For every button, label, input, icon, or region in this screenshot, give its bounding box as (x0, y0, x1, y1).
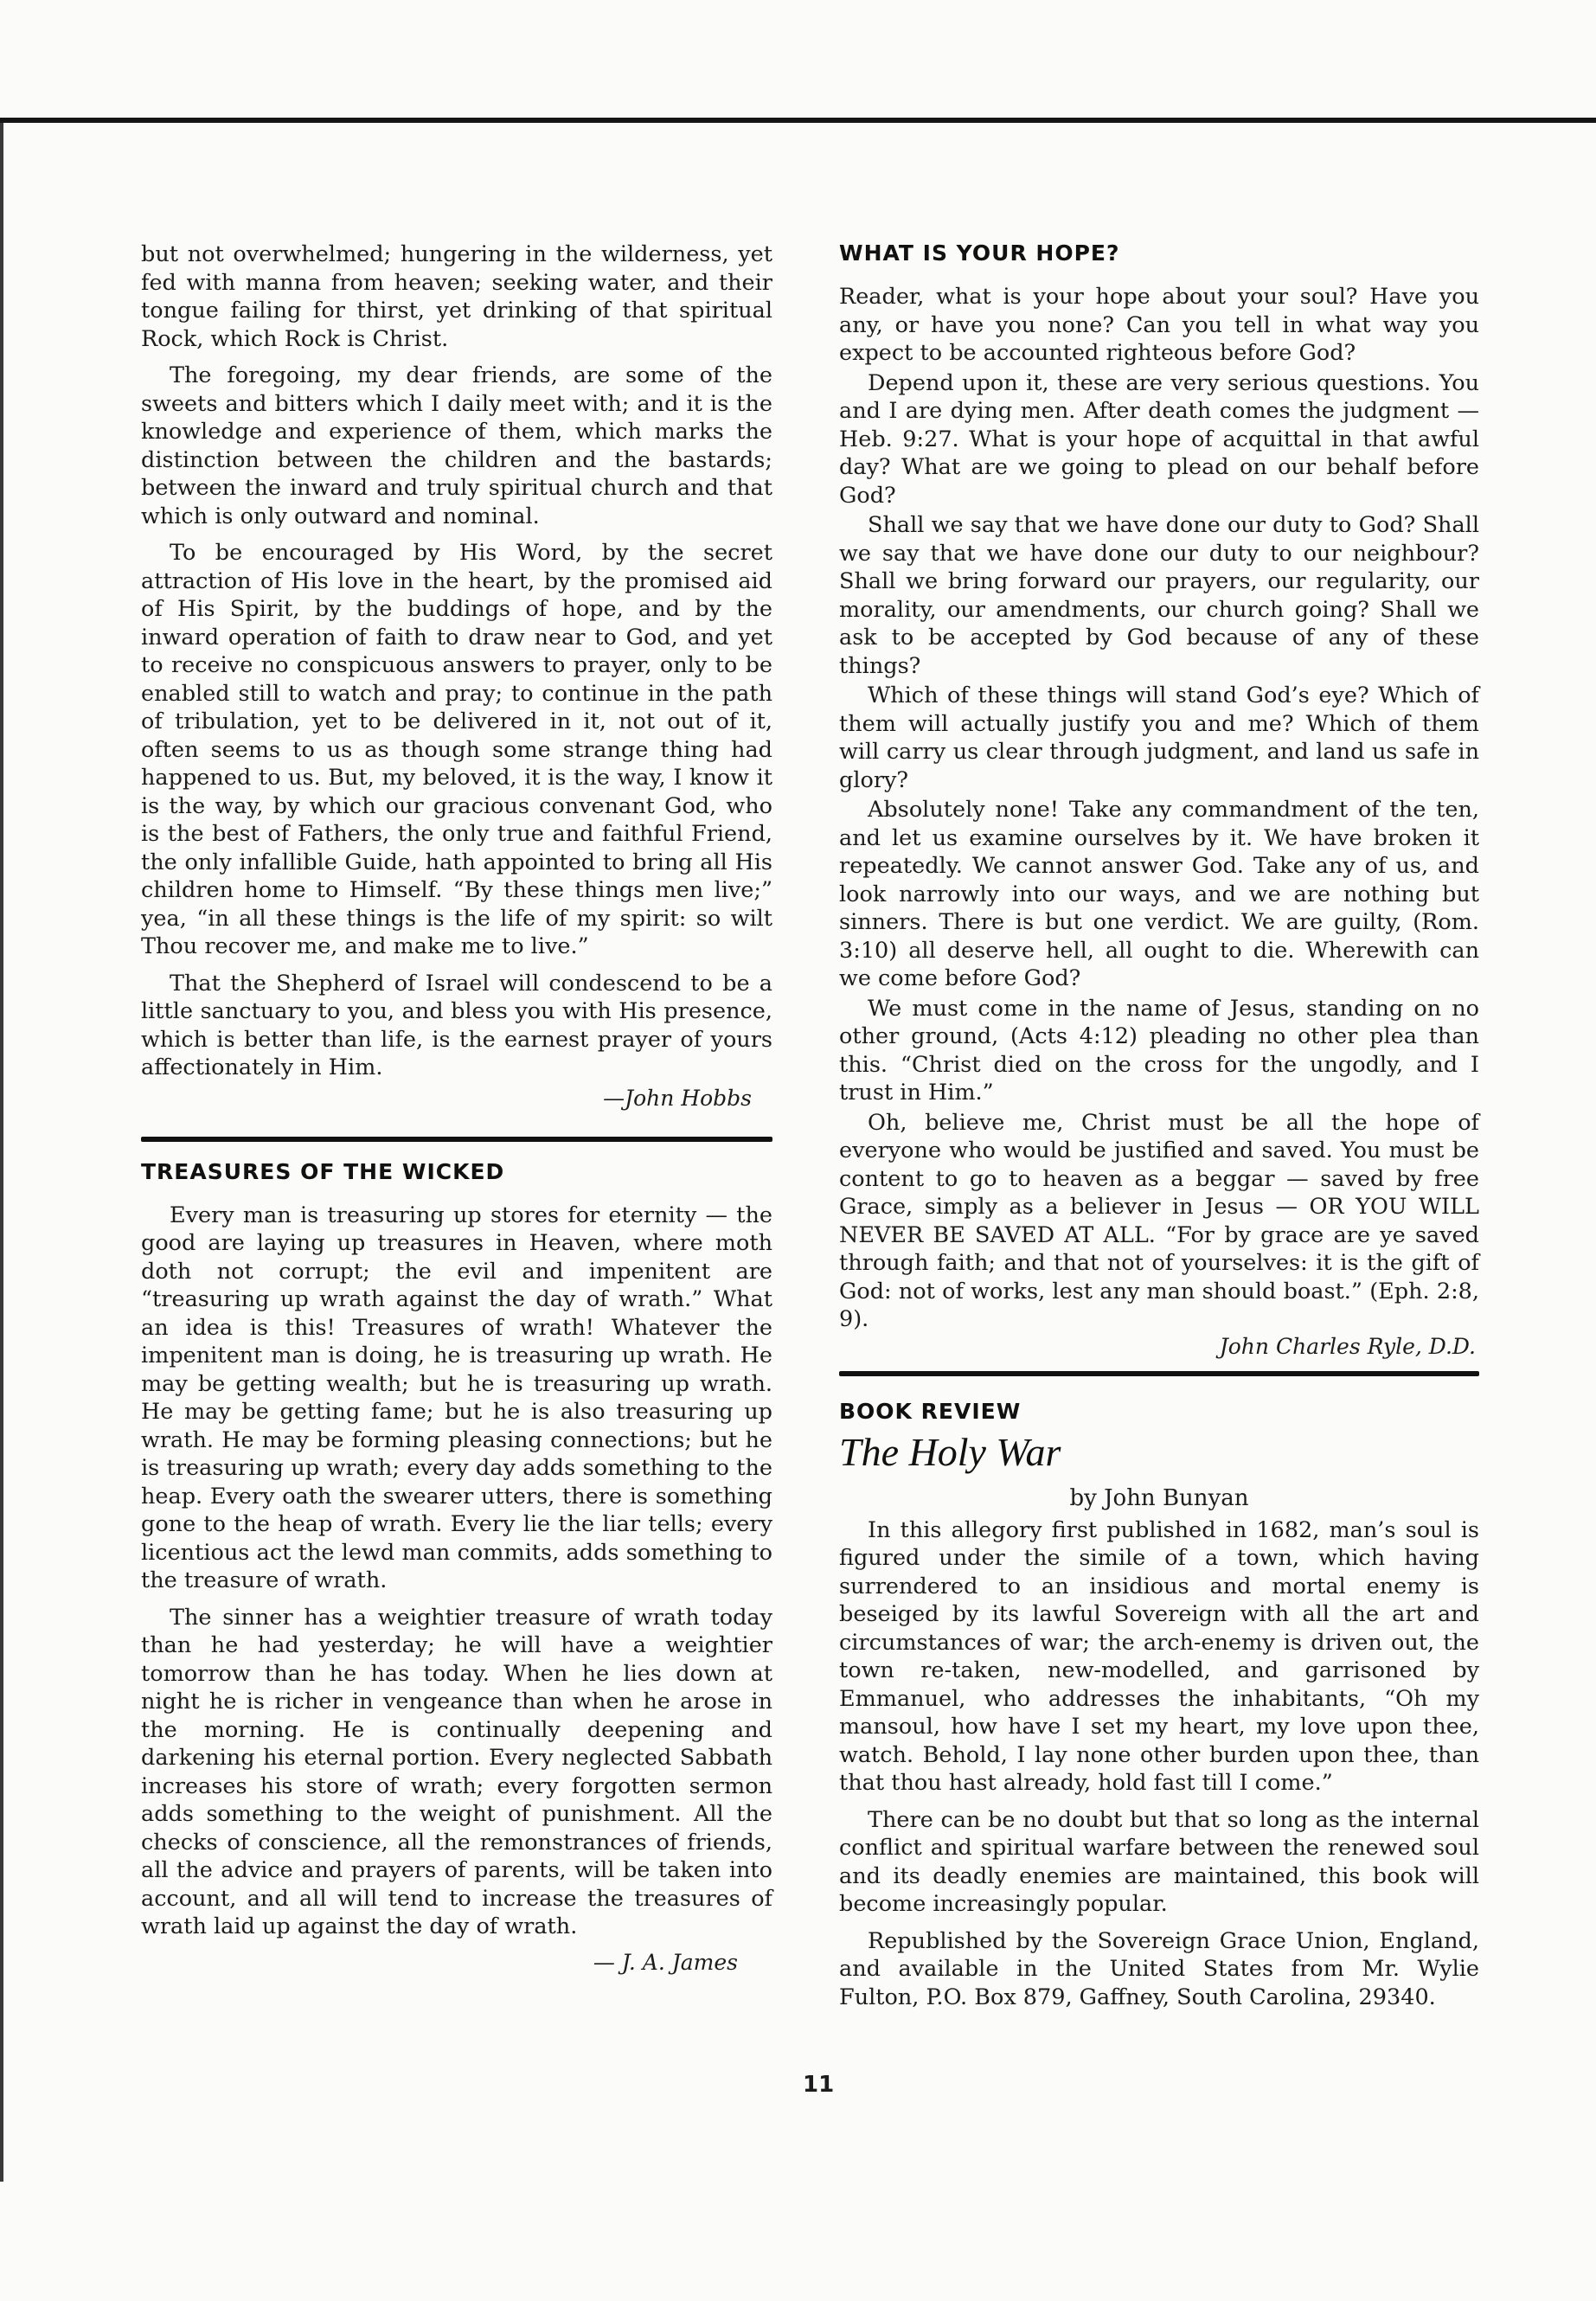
paragraph: Shall we say that we have done our duty to God? Shall we say that we have done our duty to our neighbour? Shall we bring forward our prayers, our regularity, our morality, our amendments, our church going? Shall we ask to be accepted by God because of any of these things? (839, 512, 1479, 679)
top-border-rule (0, 118, 1596, 123)
paragraph: Which of these things will stand God’s eye? Which of them will actually justify you and me? Which of them will carry us clear through judgment, and land us safe in glory? (839, 683, 1479, 793)
hope-section (839, 240, 1479, 1359)
attribution-john-hobbs: —John Hobbs (603, 1085, 752, 1111)
paragraph: Depend upon it, these are very serious questions. You and I are dying men. After death comes the judgment — Heb. 9:27. What is your hope of acquittal in that awful day? What are we going to plead on our behalf before God? (839, 369, 1479, 509)
page-number: 11 (803, 2072, 835, 2098)
book-title: The Holy War (839, 1429, 1061, 1474)
paragraph: Absolutely none! Take any commandment of the ten, and let us examine ourselves by it. We have broken it repeatedly. We cannot answer God. Take any of us, and look narrowly into our ways, and we are nothing but sinners. There is but one verdict. We are guilty, (Rom. 3:10) all deserve hell, all ought to die. Wherewith can we come before God? (839, 797, 1479, 991)
section-divider (839, 1371, 1479, 1376)
left-column (141, 240, 772, 1975)
paragraph: We must come in the name of Jesus, standing on no other ground, (Acts 4:12) pleading no other plea than this. “Christ died on the cross for the ungodly, and I trust in Him.” (839, 995, 1479, 1106)
paragraph: There can be no doubt but that so long as the internal conflict and spiritual warfare between the renewed soul and its deadly enemies are maintained, this book will become increasingly popular. (839, 1806, 1479, 1917)
book-byline: by John Bunyan (1069, 1484, 1249, 1511)
paragraph: The sinner has a weightier treasure of wrath today than he had yesterday; he will have a weightier tomorrow than he has today. When he lies down at night he is richer in vengeance than when he arose in the morning. He is continually deepening and darkening his eternal portion. Every neglected Sabbath increases his store of wrath; every forgotten sermon adds something to the weight of punishment. All the checks of conscience, all the remonstrances of friends, all the advice and prayers of parents, will be taken into account, and all will tend to increase the treasures of wrath laid up against the day of wrath. (141, 1604, 772, 1939)
paragraph: Reader, what is your hope about your soul? Have you any, or have you none? Can you tell in what way you expect to be accounted righteous before God? (839, 284, 1479, 366)
section-heading-hope: WHAT IS YOUR HOPE? (839, 240, 1120, 266)
paragraph: To be encouraged by His Word, by the secret attraction of His love in the heart, by the promised aid of His Spirit, by the buddings of hope, and by the inward operation of faith to draw near to God, and yet to receive no conspicuous answers to prayer, only to be enabled still to watch and pray; to continue in the path of tribulation, yet to be delivered in it, not out of it, often seems to us as though some strange thing had happened to us. But, my beloved, it is the way, I know it is the way, by which our gracious convenant God, who is the best of Fathers, the only true and faithful Friend, the only infallible Guide, hath appointed to bring all His children home to Himself. “By these things men live;” yea, “in all these things is the life of my spirit: so wilt Thou recover me, and make me to live.” (141, 540, 772, 959)
paragraph: Every man is treasuring up stores for eternity — the good are laying up treasures in Heaven, where moth doth not corrupt; the evil and impenitent are “treasuring up wrath against the day of wrath.” What an idea is this! Treasures of wrath! Whatever the impenitent man is doing, he is treasuring up wrath. He may be getting wealth; but he is treasuring up wrath. He may be getting fame; but he is also treasuring up wrath. He may be forming pleasing connections; but he is treasuring up wrath; every day adds something to the heap. Every oath the swearer utters, there is something gone to the heap of wrath. Every lie the liar tells; every licentious act the lewd man commits, adds something to the treasure of wrath. (141, 1202, 772, 1593)
right-column (839, 240, 1479, 2011)
paragraph: In this allegory first published in 1682, man’s soul is figured under the simile of a town, which having surrendered to an insidious and mortal enemy is beseiged by its lawful Sovereign with all the art and circumstances of war; the arch-enemy is driven out, the town re-taken, new-modelled, and garrisoned by Emmanuel, who addresses the inhabitants, “Oh my mansoul, how have I set my heart, my love upon thee, watch. Behold, I lay none other burden upon thee, than that thou hast already, hold fast till I come.” (839, 1516, 1479, 1796)
attribution-j-a-james: — J. A. James (593, 1949, 738, 1975)
left-page-edge (0, 123, 3, 2182)
section-divider (141, 1137, 772, 1142)
paragraph: Oh, believe me, Christ must be all the hope of everyone who would be justified and saved. You must be content to go to heaven as a beggar — saved by free Grace, simply as a believer in Jesus — OR YOU WILL NEVER BE SAVED AT ALL. “For by grace are ye saved through faith; and that not of yourselves: it is the gift of God: not of works, lest any man should boast.” (Eph. 2:8, 9). (839, 1109, 1479, 1332)
paragraph: That the Shepherd of Israel will condescend to be a little sanctuary to you, and bless you with His presence, which is better than life, is the earnest prayer of yours affectionately in Him. (141, 970, 772, 1080)
attribution-ryle: John Charles Ryle, D.D. (1219, 1333, 1476, 1359)
paragraph: The foregoing, my dear friends, are some of the sweets and bitters which I daily meet with; and it is the knowledge and experience of them, which marks the distinction between the children and the bastards; between the inward and truly spiritual church and that which is only outward and nominal. (141, 362, 772, 529)
paragraph: Republished by the Sovereign Grace Union, England, and available in the United States from Mr. Wylie Fulton, P.O. Box 879, Gaffney, South Carolina, 29340. (839, 1927, 1479, 2010)
section-heading-book-review: BOOK REVIEW (839, 1398, 1022, 1424)
paragraph: but not overwhelmed; hungering in the wilderness, yet fed with manna from heaven; seeking water, and their tongue failing for thirst, yet drinking of that spiritual Rock, which Rock is Christ. (141, 241, 772, 352)
section-heading-treasures: TREASURES OF THE WICKED (141, 1158, 505, 1184)
review-section (839, 1371, 1479, 2012)
